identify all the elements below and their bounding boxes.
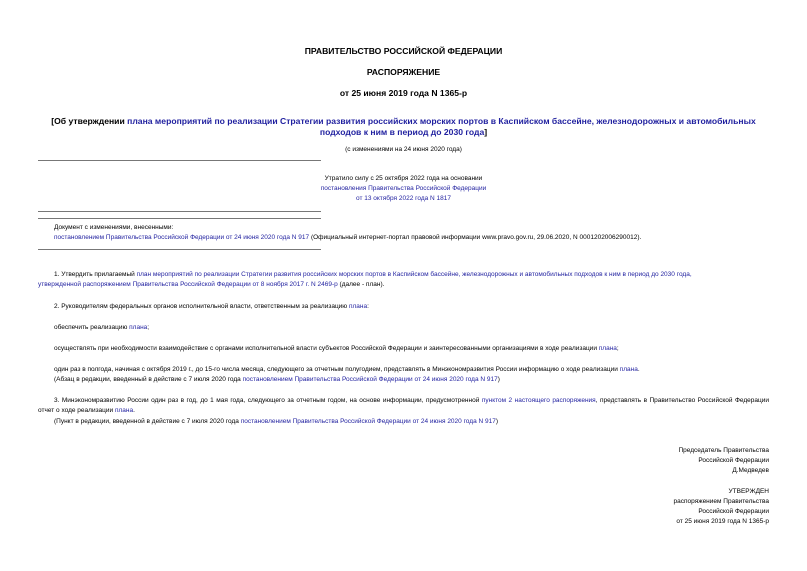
plan-link[interactable]: плана (598, 345, 617, 352)
paragraph-6-tail: . (133, 407, 135, 414)
plan-link[interactable]: план мероприятий по реализации Стратегии развития российских морских портов в Каспийском бассейне, железнодорожных и автомобильных подходов к ним в период до 2030 года, (136, 271, 692, 278)
paragraph-1-line-1 (54, 270, 692, 280)
paragraph-6-text: 3. Минэкономразвитию России один раз в год, до 1 мая года, следующего за отчетным годом, на основе информации, предусмотренной (54, 397, 482, 404)
paragraph-2 (54, 302, 369, 312)
plan-link[interactable]: плана (129, 324, 148, 331)
paragraph-1-line-2 (38, 280, 384, 290)
document-title (40, 116, 767, 138)
paragraph-5-text: один раз в полгода, начиная с октября 2019 г., до 15-го числа месяца, следующего за отчетным полугодием, представлять в Минэкономразвития России информацию о ходе реализации (54, 366, 620, 373)
paragraph-2-text: 2. Руководителям федеральных органов исполнительной власти, ответственным за реализацию (54, 303, 349, 310)
paragraph-5-note (54, 375, 500, 385)
amended-note: (с изменениями на 24 июня 2020 года) (345, 146, 462, 153)
signature-block (678, 446, 769, 476)
paragraph-1-tail: (далее - план). (337, 281, 385, 288)
changes-source: (Официальный интернет-портал правовой информации www.pravo.gov.ru, 29.06.2020, N 0001202006290012). (309, 234, 642, 241)
paragraph-6-note (54, 417, 498, 427)
note-tail: ) (497, 376, 500, 383)
expired-link-1[interactable]: постановления Правительства Российской Федерации (320, 185, 487, 192)
signature-position: Председатель Правительства (678, 447, 769, 454)
document-type: РАСПОРЯЖЕНИЕ (366, 67, 441, 77)
title-plan-link[interactable]: плана мероприятий по реализации Стратегии развития российских морских портов в Каспийском бассейне, железнодорожных и автомобильных подходов к ним в период до 2030 года (127, 116, 756, 137)
approved-by: распоряжением Правительства (673, 498, 769, 505)
paragraph-2-tail: : (367, 303, 369, 310)
title-open-bracket: [Об утверждении (51, 116, 128, 126)
approved-block (674, 487, 769, 527)
title-close-bracket: ] (484, 127, 488, 137)
paragraph-3-text: обеспечить реализацию (54, 324, 130, 331)
paragraph-4-text: осуществлять при необходимости взаимодействие с органами исполнительной власти субъектов Российской Федерации и заинтересованными организациями в ходе реализации (54, 345, 599, 352)
expired-link-2[interactable]: от 13 октября 2022 года N 1817 (355, 195, 452, 202)
divider (38, 160, 321, 161)
paragraph-1-text: 1. Утвердить прилагаемый (54, 271, 137, 278)
plan-link[interactable]: плана (619, 366, 638, 373)
paragraph-5-tail: . (637, 366, 640, 373)
document-date-number: от 25 июня 2019 года N 1365-р (339, 88, 468, 98)
approved-org: Российской Федерации (698, 508, 769, 515)
signature-org: Российской Федерации (698, 457, 769, 464)
paragraph-2-reference-link[interactable]: пунктом 2 настоящего распоряжения (481, 397, 596, 404)
divider (38, 249, 321, 250)
divider (38, 218, 321, 219)
approved-title: УТВЕРЖДЕН (728, 488, 769, 495)
paragraph-6-text-2: , представлять в Правительство Российской Федерации отчет о ходе реализации (38, 397, 769, 414)
paragraph-3 (54, 323, 149, 333)
plan-link[interactable]: плана (348, 303, 368, 310)
expired-line: Утратило силу с 25 октября 2022 года на основании (324, 175, 483, 182)
changes-decree-link[interactable]: постановлением Правительства Российской Федерации от 24 июня 2020 года N 917 (54, 234, 310, 241)
note-text: (Абзац в редакции, введенный в действие с 7 июля 2020 года (54, 376, 243, 383)
government-heading: ПРАВИТЕЛЬСТВО РОССИЙСКОЙ ФЕДЕРАЦИИ (304, 46, 503, 56)
plan-link[interactable]: плана (114, 407, 134, 414)
paragraph-4-tail: ; (616, 345, 619, 352)
paragraph-3-tail: ; (147, 324, 150, 331)
changes-line (54, 233, 641, 243)
note-text: (Пункт в редакции, введенной в действие с 7 июля 2020 года (54, 418, 241, 425)
note-tail: ) (495, 418, 499, 425)
changes-intro: Документ с изменениями, внесенными: (54, 224, 174, 231)
signature-name: Д.Медведев (732, 467, 769, 474)
divider (38, 211, 321, 212)
paragraph-6 (38, 396, 769, 416)
amending-decree-link[interactable]: постановлением Правительства Российской Федерации от 24 июня 2020 года N 917 (240, 418, 496, 425)
strategy-order-link[interactable]: утвержденной распоряжением Правительства Российской Федерации от 8 ноября 2017 г. N 2469-р (38, 281, 338, 288)
approved-date: от 25 июня 2019 года N 1365-р (676, 518, 769, 525)
paragraph-5 (54, 365, 640, 375)
paragraph-4 (54, 344, 619, 354)
amending-decree-link[interactable]: постановлением Правительства Российской Федерации от 24 июня 2020 года N 917 (242, 376, 498, 383)
